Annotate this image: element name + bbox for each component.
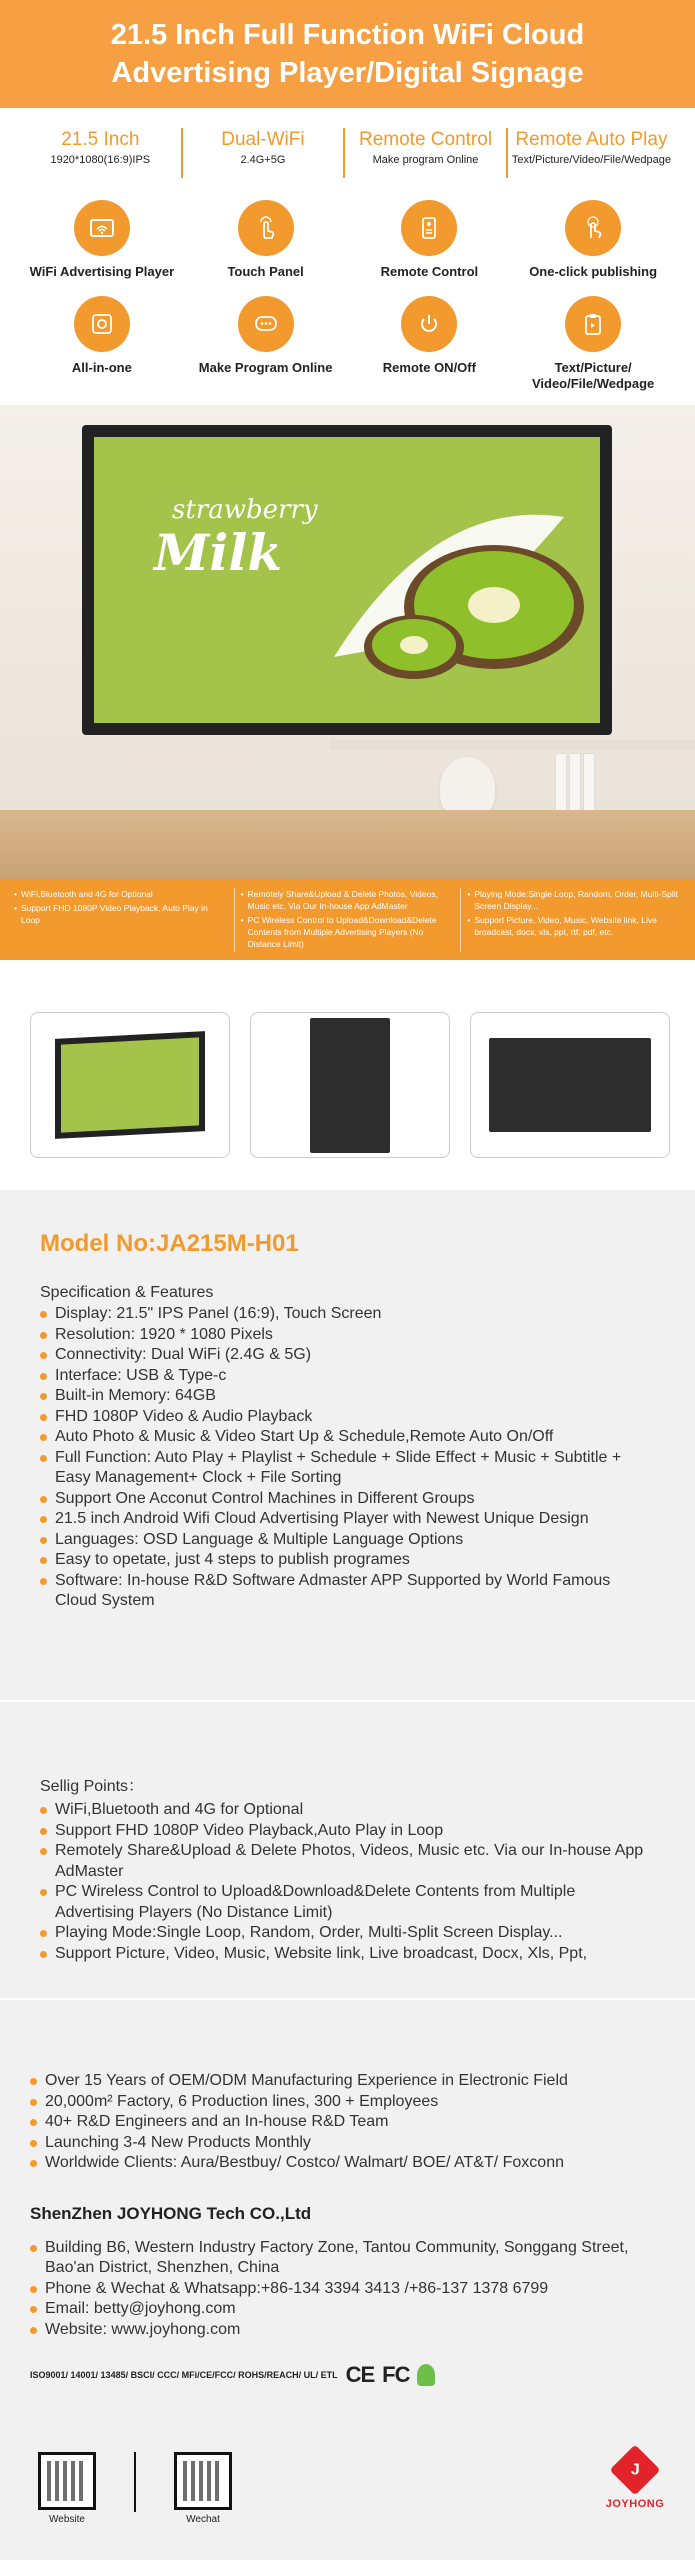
list-item: Remotely Share&Upload & Delete Photos, Videos, Music etc. Via our In-house App AdMaster (40, 1841, 655, 1882)
list-item: PC Wireless Control to Upload&Download&Delete Contents from Multiple Advertising Players (No Distance Limit) (40, 1882, 655, 1923)
wifi-icon (74, 200, 130, 256)
feature-media-types: Text/Picture/ Video/File/Wedpage (511, 296, 675, 392)
list-item: Easy to opetate, just 4 steps to publish programes (40, 1550, 655, 1571)
qr-code-icon (174, 2452, 232, 2510)
feature-touch-panel: Touch Panel (184, 200, 348, 296)
qr-codes (38, 2452, 232, 2525)
list-item: 20,000m² Factory, 6 Production lines, 300 + Employees (30, 2092, 665, 2113)
joyhong-logo (600, 2452, 670, 2510)
wechat-qr[interactable]: Wechat (174, 2452, 232, 2525)
contact-block (30, 2238, 665, 2341)
clipboard-icon (565, 296, 621, 352)
list-item: Support FHD 1080P Video Playback,Auto Play in Loop (40, 1821, 655, 1842)
power-icon (401, 296, 457, 352)
list-item: Support Picture, Video, Music, Website link, Live broadcast, Docx, Xls, Ppt, (40, 1944, 655, 1965)
feature-all-in-one: All-in-one (20, 296, 184, 392)
product-thumbnails (30, 1012, 670, 1160)
features-band (0, 880, 695, 960)
list-item: Interface: USB & Type-c (40, 1366, 655, 1387)
feature-make-program: Make Program Online (184, 296, 348, 392)
email[interactable]: Email: betty@joyhong.com (30, 2299, 665, 2320)
touch-icon (238, 200, 294, 256)
list-item: Support One Acconut Control Machines in Different Groups (40, 1489, 655, 1510)
specification-section (0, 1190, 695, 1700)
list-item: Languages: OSD Language & Multiple Language Options (40, 1530, 655, 1551)
chat-icon (238, 296, 294, 352)
list-item: Playing Mode:Single Loop, Random, Order, Multi-Split Screen Display... (40, 1923, 655, 1944)
list-item: Software: In-house R&D Software Admaster APP Supported by World Famous Cloud System (40, 1571, 655, 1612)
thumbnail-front[interactable] (30, 1012, 230, 1158)
screen-brand-line1: strawberry (172, 495, 318, 525)
fc-mark-icon: FC (382, 2362, 410, 2387)
feature-wifi-player: WiFi Advertising Player (20, 200, 184, 296)
spec-cell-remote: Remote Control Make program Online (345, 128, 508, 178)
list-item: Full Function: Auto Play + Playlist + Schedule + Slide Effect + Music + Subtitle + Easy Management+ Clock + File Sorting (40, 1448, 655, 1489)
company-name: ShenZhen JOYHONG Tech CO.,Ltd (30, 2203, 312, 2223)
band-column-1: • WiFi,Bluetooth and 4G for Optional • Support FHD 1080P Video Playback, Auto Play in Loop (8, 888, 234, 952)
spec-heading: Specification & Features (40, 1284, 214, 1301)
feature-remote-control: Remote Control (348, 200, 512, 296)
logo-mark-icon: J (610, 2445, 661, 2496)
certifications-row (30, 2362, 665, 2388)
website[interactable]: Website: www.joyhong.com (30, 2320, 665, 2341)
spec-cell-wifi: Dual-WiFi 2.4G+5G (183, 128, 346, 178)
spec-cell-size: 21.5 Inch 1920*1080(16:9)IPS (20, 128, 183, 178)
product-scene-image (0, 405, 695, 880)
list-item: Display: 21.5" IPS Panel (16:9), Touch Screen (40, 1304, 655, 1325)
list-item: 21.5 inch Android Wifi Cloud Advertising Player with Newest Unique Design (40, 1509, 655, 1530)
list-item: Auto Photo & Music & Video Start Up & Schedule,Remote Auto On/Off (40, 1427, 655, 1448)
remote-icon (401, 200, 457, 256)
website-qr[interactable]: Website (38, 2452, 96, 2525)
logo-text: JOYHONG (605, 2498, 665, 2510)
list-item: Resolution: 1920 * 1080 Pixels (40, 1325, 655, 1346)
thumbnail-back-landscape[interactable] (470, 1012, 670, 1158)
thumbnail-back-portrait[interactable] (250, 1012, 450, 1158)
model-number: Model No:JA215M-H01 (40, 1230, 299, 1257)
feature-one-click: One-click publishing (511, 200, 675, 296)
selling-heading: Sellig Points： (40, 1778, 145, 1795)
spec-cell-autoplay: Remote Auto Play Text/Picture/Video/File/Wedpage (511, 129, 672, 166)
band-column-3: • Playing Mode:Single Loop, Random, Order, Multi-Split Screen Display... • Support Picture, Video, Music, Website link, Live broadcast, docx, xls, ppt, rtf, pdf, etc. (460, 888, 687, 952)
list-item: Built-in Memory: 64GB (40, 1386, 655, 1407)
selling-points-section (0, 1702, 695, 1998)
address: Building B6, Western Industry Factory Zone, Tantou Community, Songgang Street, Bao'an District, Shenzhen, China (30, 2238, 665, 2279)
list-item: Worldwide Clients: Aura/Bestbuy/ Costco/ Walmart/ BOE/ AT&T/ Foxconn (30, 2153, 665, 2174)
product-monitor (82, 425, 612, 735)
qr-code-icon (38, 2452, 96, 2510)
certifications-text: ISO9001/ 14001/ 13485/ BSCI/ CCC/ MFi/CE/FCC/ ROHS/REACH/ UL/ ETL (30, 2370, 338, 2380)
click-icon (565, 200, 621, 256)
band-column-2: • Remotely Share&Upload & Delete Photos, Videos, Music etc. Via Our In-house App AdMaster • PC Wireless Control to Upload&Download&Delete Contents from Multiple Advertising Players (No Distance Limit) (234, 888, 461, 952)
screen-brand-line2: Milk (154, 523, 282, 582)
rohs-leaf-icon (417, 2364, 435, 2386)
specs-summary-row (20, 128, 675, 178)
page-header (0, 0, 695, 108)
feature-remote-onoff: Remote ON/Off (348, 296, 512, 392)
list-item: Connectivity: Dual WiFi (2.4G & 5G) (40, 1345, 655, 1366)
list-item: Over 15 Years of OEM/ODM Manufacturing Experience in Electronic Field (30, 2071, 665, 2092)
monitor-screen (94, 437, 600, 723)
list-item: FHD 1080P Video & Audio Playback (40, 1407, 655, 1428)
shelf (330, 740, 695, 750)
feature-icons-grid (20, 200, 675, 400)
ce-mark-icon: CE (345, 2362, 375, 2387)
page-title-line2: Advertising Player/Digital Signage (111, 57, 584, 89)
page-title-line1: 21.5 Inch Full Function WiFi Cloud (110, 19, 585, 51)
list-item: WiFi,Bluetooth and 4G for Optional (40, 1800, 655, 1821)
divider (134, 2452, 136, 2512)
wooden-counter (0, 810, 695, 880)
list-item: 40+ R&D Engineers and an In-house R&D Team (30, 2112, 665, 2133)
monitor-icon (74, 296, 130, 352)
list-item: Launching 3-4 New Products Monthly (30, 2133, 665, 2154)
phone: Phone & Wechat & Whatsapp:+86-134 3394 3413 /+86-137 1378 6799 (30, 2279, 665, 2300)
kiwi-illustration (314, 457, 600, 707)
